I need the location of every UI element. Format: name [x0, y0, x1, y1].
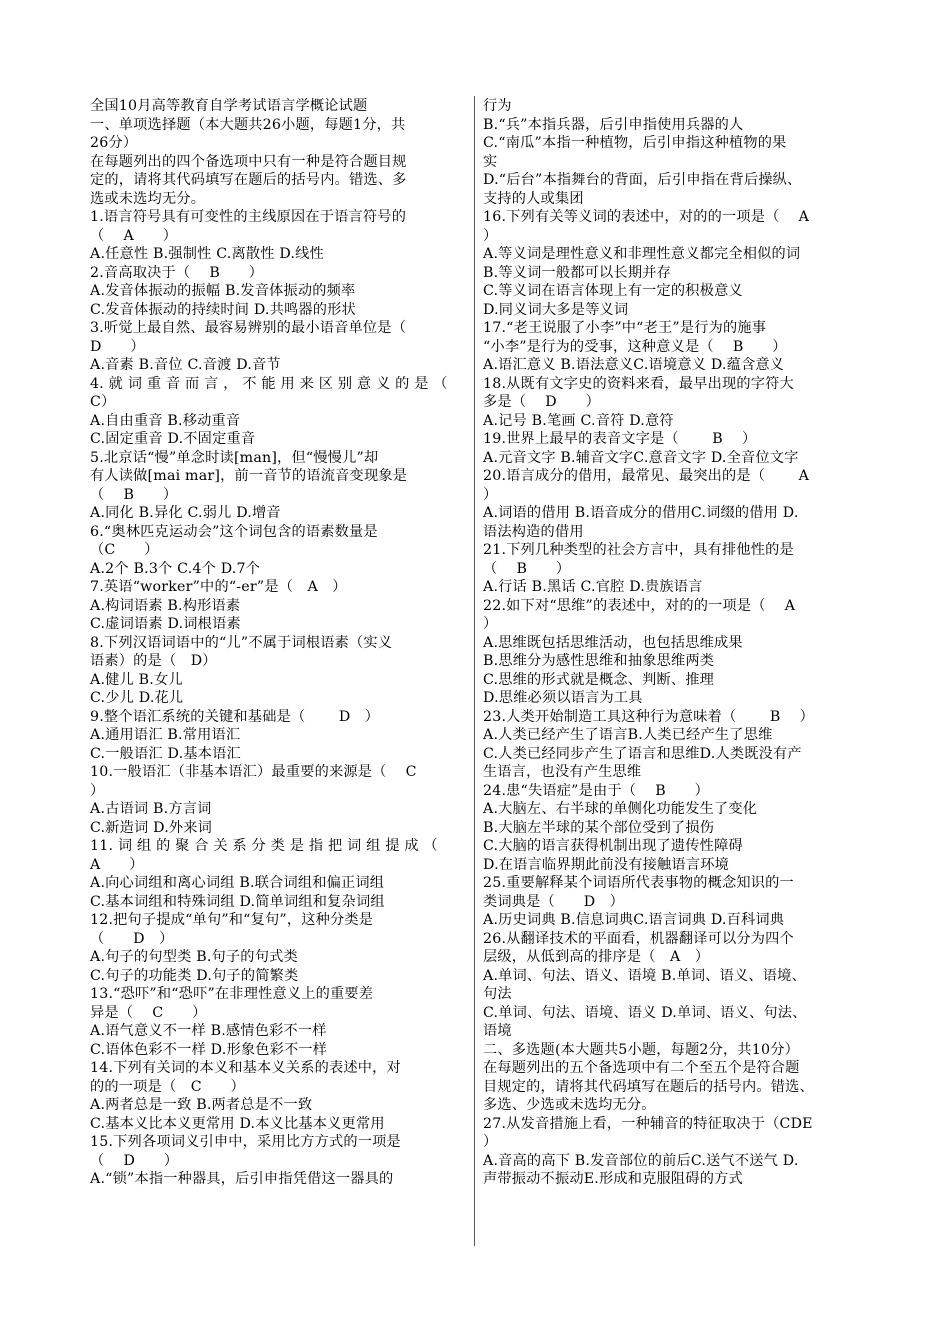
text-line: （ A ） — [90, 227, 178, 244]
text-line: （ D ） — [90, 1152, 179, 1169]
text-line: 语境 — [483, 1023, 512, 1039]
text-line: 生语言，也没有产生思维 — [483, 764, 642, 780]
text-line: 17.“老王说服了小李”中“老王”是行为的施事 — [483, 320, 767, 336]
text-line: A.两者总是一致 B.两者总是不一致 — [90, 1097, 313, 1113]
text-line: 22.如下对“思维”的表述中，对的的一项是（ A — [483, 597, 796, 614]
text-line: A.任意性 B.强制性 C.离散性 D.线性 — [90, 246, 324, 262]
text-line: C.新造词 D.外来词 — [90, 819, 213, 836]
text-line: A.向心词组和离心词组 B.联合词组和偏正词组 — [90, 875, 385, 891]
text-line: 18.从既有文字史的资料来看，最早出现的字符大 — [483, 375, 794, 392]
text-line: 异是（ C ） — [90, 1004, 207, 1021]
text-line: 句法 — [483, 986, 512, 1002]
text-line: 15.下列各项词义引申中，采用比方方式的一项是 — [90, 1134, 401, 1150]
text-line: C.一般语汇 D.基本语汇 — [90, 745, 241, 762]
text-line: 行为 — [483, 98, 512, 114]
text-line: A.行话 B.黑话 C.官腔 D.贵族语言 — [483, 579, 703, 595]
column-divider — [474, 96, 475, 1246]
text-line: C.句子的功能类 D.句子的简繁类 — [90, 967, 299, 984]
text-line: 5.北京话“慢”单念时读[man]，但“慢慢儿”却 — [90, 449, 379, 466]
text-line: 16.下列有关等义词的表述中，对的的一项是（ A — [483, 209, 810, 225]
text-line: ） — [483, 486, 498, 503]
text-line: 2.音高取决于（ B ） — [90, 264, 264, 281]
text-line: A.句子的句型类 B.句子的句式类 — [90, 949, 298, 965]
text-line: 7.英语“worker”中的“-er”是（ A ） — [90, 579, 347, 595]
text-line: A.等义词是理性意义和非理性意义都完全相似的词 — [483, 246, 801, 262]
text-line: 目规定的，请将其代码填写在题后的括号内。错选、 — [483, 1078, 814, 1095]
text-line: B.等义词一般都可以长期并存 — [483, 264, 671, 281]
text-line: 27.从发音措施上看，一种辅音的特征取决于（CDE — [483, 1115, 813, 1132]
text-line: 有人读做[mai mar]，前一音节的语流音变现象是 — [90, 468, 408, 484]
text-line: 23.人类开始制造工具这种行为意味着（ B ） — [483, 708, 814, 725]
text-line: 24.患“失语症”是由于（ B ） — [483, 782, 710, 799]
text-line: A.语气意义不一样 B.感情色彩不一样 — [90, 1023, 327, 1039]
text-line: C.等义词在语言体现上有一定的积极意义 — [483, 283, 743, 299]
text-line: 8.下列汉语词语中的“儿”不属于词根语素（实义 — [90, 634, 393, 651]
right-text-column — [483, 97, 865, 1189]
text-line: ） — [483, 1134, 498, 1150]
text-line: C.人类已经同步产生了语言和思维D.人类既没有产 — [483, 745, 802, 762]
text-line: A.古语词 B.方言词 — [90, 801, 212, 817]
text-line: C.基本义比本义更常用 D.本义比基本义更常用 — [90, 1115, 385, 1132]
text-line: 14.下列有关词的本义和基本义关系的表述中，对 — [90, 1060, 401, 1076]
text-line: 10.一般语汇（非基本语汇）最重要的来源是（ C — [90, 764, 417, 780]
text-line: A.“锁”本指一种器具，后引申指凭借这一器具的 — [90, 1171, 394, 1187]
text-line: （ D ） — [90, 930, 174, 947]
text-line: C.虚词语素 D.词根语素 — [90, 616, 241, 632]
text-line: A.自由重音 B.移动重音 — [90, 412, 241, 429]
text-line: 定的，请将其代码填写在题后的括号内。错选、多 — [90, 172, 407, 188]
text-line: C.发音体振动的持续时间 D.共鸣器的形状 — [90, 301, 356, 318]
text-line: D.“后台”本指舞台的背面，后引申指在背后操纵、 — [483, 172, 802, 188]
text-line: A.音素 B.音位 C.音渡 D.音节 — [90, 357, 281, 373]
text-line: A.元音文字 B.辅音文字C.意音文字 D.全音位文字 — [483, 449, 799, 466]
text-line: 二、多选题(本大题共5小题，每题2分，共10分） — [483, 1041, 800, 1058]
text-line: 26.从翻译技术的平面看，机器翻译可以分为四个 — [483, 930, 794, 947]
text-line: “小李”是行为的受事，这种意义是（ B ） — [483, 338, 787, 355]
text-line: C.“南瓜”本指一种植物，后引申指这种植物的果 — [483, 135, 787, 151]
text-line: A.历史词典 B.信息词典C.语言词典 D.百科词典 — [483, 912, 785, 928]
text-line: 语法构造的借用 — [483, 523, 584, 540]
text-line: C.思维的形式就是概念、判断、推理 — [483, 671, 715, 688]
text-line: 9.整个语汇系统的关键和基础是（ D ） — [90, 708, 380, 725]
text-line: A.音高的高下 B.发音部位的前后C.送气不送气 D. — [483, 1152, 799, 1169]
text-line: 语素）的是（ D） — [90, 653, 217, 669]
text-line: C） — [90, 394, 116, 410]
text-line: （C ） — [90, 542, 159, 558]
text-line: B.大脑左半球的某个部位受到了损伤 — [483, 819, 715, 836]
text-line: A.词语的借用 B.语音成分的借用C.词缀的借用 D. — [483, 505, 799, 521]
text-line: 11. 词 组 的 聚 合 关 系 分 类 是 指 把 词 组 提 成 （ — [90, 838, 438, 854]
text-line: D.在语言临界期此前没有接触语言环境 — [483, 856, 729, 873]
text-line: D.思维必须以语言为工具 — [483, 690, 643, 706]
text-line: B.“兵”本指兵器，后引申指使用兵器的人 — [483, 116, 744, 133]
text-line: 选或未选均无分。 — [90, 190, 206, 207]
text-line: 一、单项选择题（本大题共26小题，每题1分，共 — [90, 116, 406, 133]
text-line: 26分） — [90, 135, 138, 151]
text-line: 的的一项是（ C ） — [90, 1078, 245, 1095]
text-line: A.语汇意义 B.语法意义C.语境意义 D.蕴含意义 — [483, 357, 785, 373]
text-line: A.单词、句法、语义、语境 B.单词、语义、语境、 — [483, 967, 806, 984]
text-line: 多选、少选或未选均无分。 — [483, 1097, 656, 1113]
text-line: A.通用语汇 B.常用语汇 — [90, 727, 241, 743]
text-line: 25.重要解释某个词语所代表事物的概念知识的一 — [483, 875, 794, 891]
text-line: ） — [483, 616, 498, 632]
text-line: 在每题列出的五个备选项中有二个至五个是符合题 — [483, 1060, 800, 1076]
text-line: A ） — [90, 856, 144, 873]
text-line: A.记号 B.笔画 C.音符 D.意符 — [483, 412, 674, 429]
text-line: ） — [483, 227, 498, 244]
text-line: C.固定重音 D.不固定重音 — [90, 431, 256, 447]
text-line: D ） — [90, 338, 145, 355]
text-line: 4. 就 词 重 音 而 言 ， 不 能 用 来 区 别 意 义 的 是 （ — [90, 375, 448, 392]
text-line: 12.把句子提成“单句”和“复句”，这种分类是 — [90, 912, 374, 928]
text-line: 全国10月高等教育自学考试语言学概论试题 — [90, 98, 368, 114]
text-line: C.基本词组和特殊词组 D.简单词组和复杂词组 — [90, 893, 385, 910]
text-line: 21.下列几种类型的社会方言中，具有排他性的是 — [483, 542, 794, 558]
text-line: 19.世界上最早的表音文字是（ B ） — [483, 431, 757, 447]
text-line: 13.“恐吓”和“恐吓”在非理性意义上的重要差 — [90, 986, 374, 1002]
text-line: 层级，从低到高的排序是（ A ） — [483, 949, 710, 965]
text-line: 3.听觉上最自然、最容易辨别的最小语音单位是（ — [90, 320, 407, 336]
text-line: A.健儿 B.女儿 — [90, 671, 183, 688]
text-line: 支持的人或集团 — [483, 190, 584, 207]
text-line: 在每题列出的四个备选项中只有一种是符合题目规 — [90, 153, 407, 170]
text-line: 6.“奥林匹克运动会”这个词包含的语素数量是 — [90, 523, 378, 540]
text-line: 声带振动不振动E.形成和克服阻碍的方式 — [483, 1171, 743, 1187]
text-line: C.少儿 D.花儿 — [90, 690, 184, 706]
text-line: 类词典是（ D ） — [483, 893, 625, 910]
text-line: A.同化 B.异化 C.弱儿 D.增音 — [90, 505, 281, 521]
text-line: C.语体色彩不一样 D.形象色彩不一样 — [90, 1041, 328, 1058]
text-line: 多是（ D ） — [483, 394, 600, 410]
text-line: A.大脑左、右半球的单侧化功能发生了变化 — [483, 801, 758, 817]
left-text-column — [90, 97, 468, 1189]
text-line: B.思维分为感性思维和抽象思维两类 — [483, 653, 715, 669]
text-line: （ B ） — [90, 486, 178, 503]
text-line: ） — [90, 782, 105, 799]
text-line: C.单词、句法、语境、语义 D.单词、语义、句法、 — [483, 1004, 807, 1021]
text-line: 1.语言符号具有可变性的主线原因在于语言符号的 — [90, 209, 407, 225]
text-line: （ B ） — [483, 560, 571, 577]
text-line: 实 — [483, 153, 498, 170]
text-line: A.2个 B.3个 C.4个 D.7个 — [90, 560, 261, 577]
text-line: D.同义词大多是等义词 — [483, 301, 629, 318]
text-line: A.发音体振动的振幅 B.发音体振动的频率 — [90, 283, 356, 299]
text-line: 20.语言成分的借用，最常见、最突出的是（ A — [483, 468, 810, 484]
text-line: A.人类已经产生了语言B.人类已经产生了思维 — [483, 727, 773, 743]
text-line: A.构词语素 B.构形语素 — [90, 597, 241, 614]
text-line: C.大脑的语言获得机制出现了遗传性障碍 — [483, 838, 743, 854]
text-line: A.思维既包括思维活动，也包括思维成果 — [483, 634, 743, 651]
